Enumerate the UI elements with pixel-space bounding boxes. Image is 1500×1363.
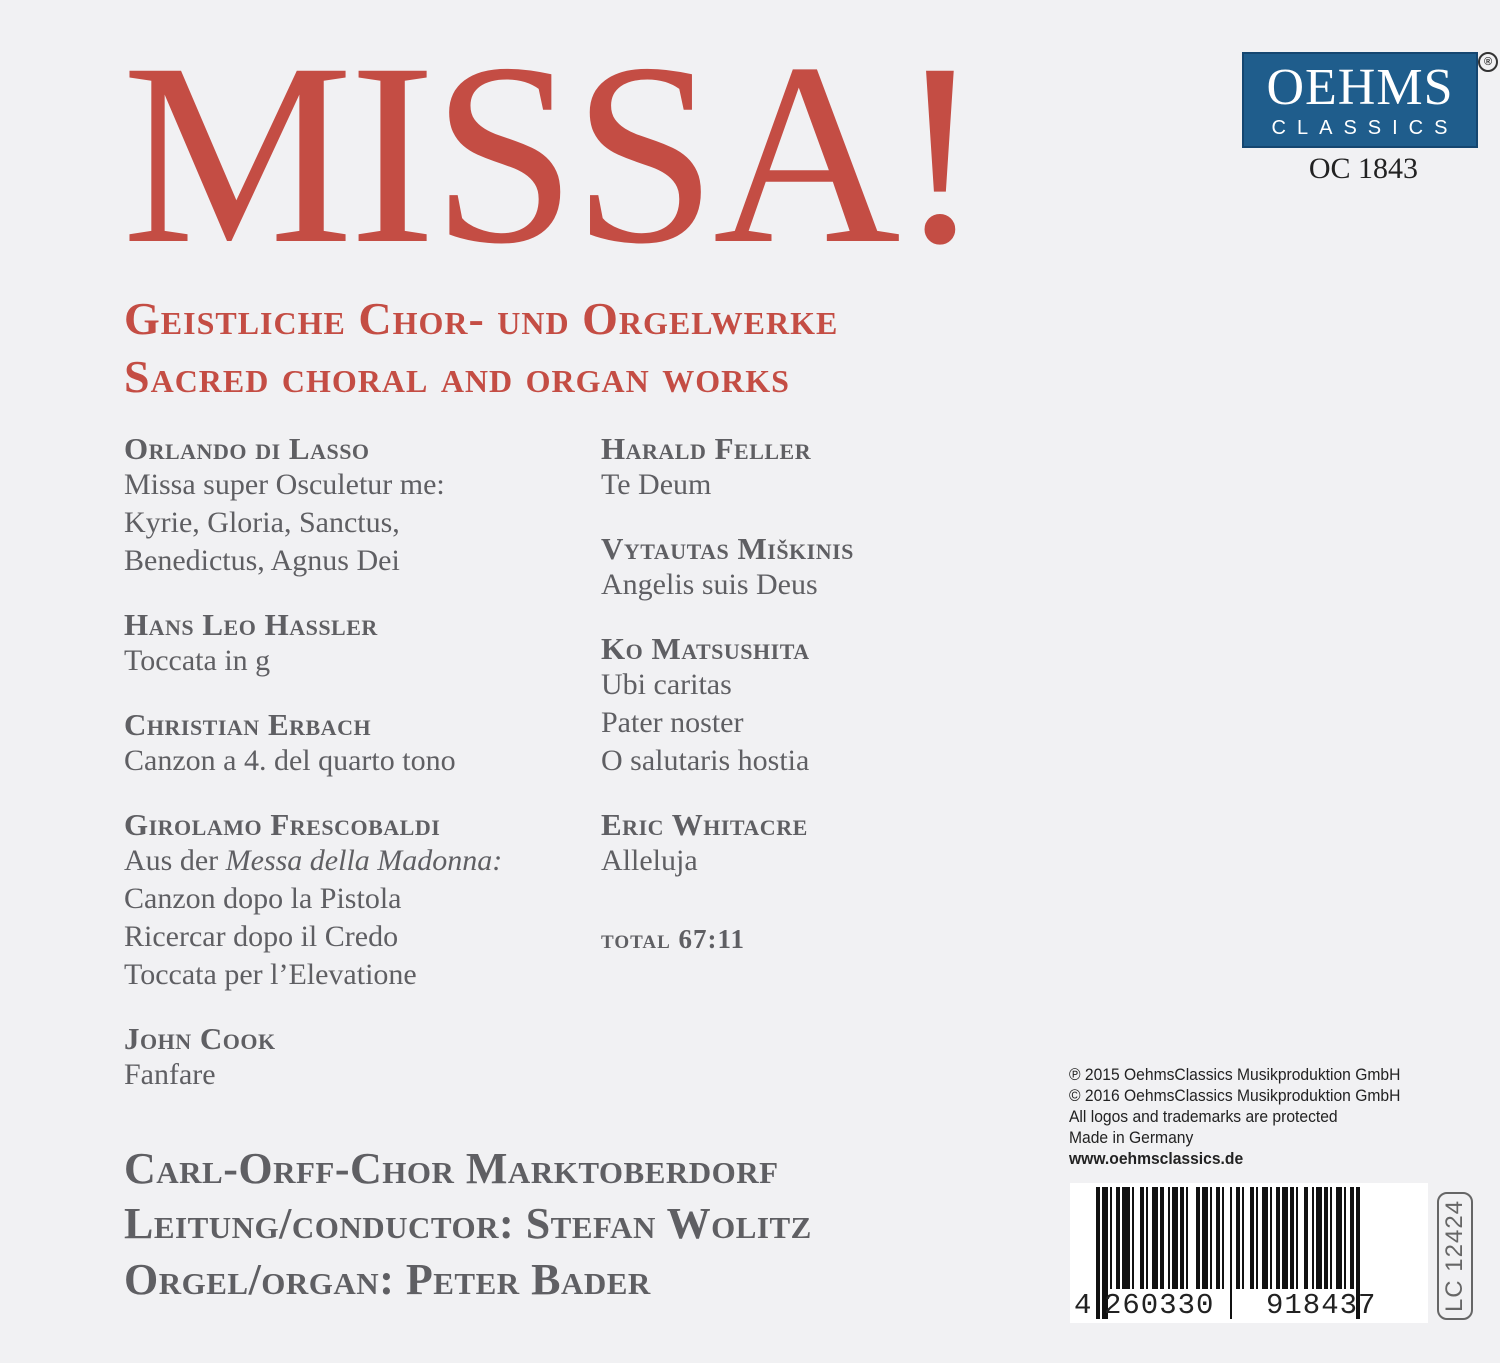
composer-name: Harald Feller <box>601 431 812 466</box>
barcode-bar <box>1316 1187 1322 1289</box>
composer-name: John Cook <box>124 1021 276 1056</box>
subtitle-english: Sacred choral and organ works <box>124 351 790 402</box>
barcode-bar <box>1116 1187 1120 1289</box>
work-title: Fanfare <box>124 1058 216 1091</box>
work-title: Pater noster <box>601 706 744 739</box>
barcode-bar <box>1222 1187 1224 1289</box>
tracklist-entry <box>124 608 584 680</box>
label-code-badge <box>1437 1192 1473 1320</box>
work-title: Toccata per l’Elevatione <box>124 958 417 991</box>
barcode-bar <box>1110 1187 1112 1289</box>
credit-organist: Orgel/organ: Peter Bader <box>124 1255 651 1304</box>
composer-name: Hans Leo Hassler <box>124 607 378 642</box>
tracklist-entry <box>124 1022 584 1094</box>
barcode-group-2: 918437 <box>1266 1289 1377 1322</box>
work-title: Ubi caritas <box>601 668 732 701</box>
work-intro-italic: Messa della Madonna: <box>225 844 503 877</box>
composer-name: Christian Erbach <box>124 707 372 742</box>
work-title: Canzon dopo la Pistola <box>124 882 402 915</box>
barcode-bar <box>1256 1187 1258 1289</box>
subtitle-german: Geistliche Chor- und Orgelwerke <box>124 293 839 344</box>
tracklist-entry <box>601 432 1061 504</box>
tracklist-entry <box>601 532 1061 604</box>
work-title: Te Deum <box>601 468 712 501</box>
work-title: Benedictus, Agnus Dei <box>124 544 400 577</box>
origin: Made in Germany <box>1069 1128 1194 1147</box>
tracklist-entry <box>601 632 1061 780</box>
catalog-number: OC 1843 <box>1308 152 1418 185</box>
website-link[interactable]: www.oehmsclassics.de <box>1069 1149 1244 1168</box>
work-title <box>124 842 584 880</box>
total-duration: total 67:11 <box>601 924 746 954</box>
barcode-bar <box>1296 1187 1298 1289</box>
barcode-bar <box>1152 1187 1158 1289</box>
composer-name: Vytautas Miškinis <box>601 531 854 566</box>
legal-notice <box>1069 1064 1400 1169</box>
barcode-bar <box>1250 1187 1254 1289</box>
registered-mark-icon: ® <box>1478 52 1498 72</box>
tracklist-right-column <box>601 432 1061 955</box>
barcode-bar <box>1336 1187 1342 1289</box>
tracklist-entry <box>124 708 584 780</box>
credit-choir: Carl-Orff-Chor Marktoberdorf <box>124 1144 779 1193</box>
work-title: Angelis suis Deus <box>601 568 818 601</box>
composer-name: Girolamo Frescobaldi <box>124 807 441 842</box>
trademark-notice: All logos and trademarks are protected <box>1069 1107 1338 1126</box>
composer-name: Orlando di Lasso <box>124 431 370 466</box>
tracklist-entry <box>124 432 584 580</box>
barcode-bar <box>1270 1187 1272 1289</box>
tracklist-left-column <box>124 432 584 1122</box>
barcode-bar <box>1168 1187 1170 1289</box>
composer-name: Eric Whitacre <box>601 807 808 842</box>
work-title: Missa super Osculetur me: <box>124 468 445 501</box>
barcode-bar <box>1350 1187 1354 1289</box>
barcode-bar <box>1132 1187 1134 1289</box>
barcode-bar <box>1160 1187 1164 1289</box>
barcode-bar <box>1210 1187 1212 1289</box>
barcode-bar <box>1146 1187 1148 1289</box>
work-title: O salutaris hostia <box>601 744 810 777</box>
work-intro: Aus der <box>124 844 226 877</box>
logo-wordmark: OEHMS <box>1266 59 1454 116</box>
barcode-bar <box>1172 1187 1178 1289</box>
barcode-bar <box>1242 1187 1244 1289</box>
barcode-bar <box>1330 1187 1332 1289</box>
barcode-first-digit: 4 <box>1074 1289 1092 1322</box>
barcode-bar <box>1202 1187 1208 1289</box>
barcode-bar <box>1216 1187 1220 1289</box>
barcode-bar <box>1276 1187 1280 1289</box>
label-code: LC 12424 <box>1441 1199 1468 1313</box>
barcode-bar <box>1344 1187 1346 1289</box>
composer-name: Ko Matsushita <box>601 631 810 666</box>
copyright: © 2016 OehmsClassics Musikproduktion GmbH <box>1069 1086 1401 1105</box>
barcode-bar <box>1290 1187 1294 1289</box>
barcode <box>1070 1183 1428 1323</box>
barcode-bar <box>1186 1187 1188 1289</box>
barcode-bar <box>1140 1187 1144 1289</box>
barcode-group-1: 260330 <box>1104 1289 1215 1322</box>
barcode-bar <box>1324 1187 1328 1289</box>
barcode-bar <box>1304 1187 1308 1289</box>
barcode-bar <box>1262 1187 1268 1289</box>
barcode-bar <box>1180 1187 1184 1289</box>
album-title: MISSA! <box>122 10 980 298</box>
barcode-bar <box>1312 1187 1314 1289</box>
work-title: Ricercar dopo il Credo <box>124 920 399 953</box>
tracklist-entry <box>124 808 584 994</box>
oehms-classics-logo <box>1242 52 1478 148</box>
barcode-bar <box>1122 1187 1130 1289</box>
logo-subtitle: CLASSICS <box>1271 117 1459 139</box>
barcode-bar <box>1196 1187 1200 1289</box>
barcode-digits <box>1070 1289 1428 1323</box>
barcode-bar <box>1236 1187 1240 1289</box>
phonographic-copyright: ℗ 2015 OehmsClassics Musikproduktion GmbH <box>1069 1065 1401 1084</box>
work-title: Canzon a 4. del quarto tono <box>124 744 456 777</box>
work-title: Kyrie, Gloria, Sanctus, <box>124 506 400 539</box>
credit-conductor: Leitung/conductor: Stefan Wolitz <box>124 1199 812 1248</box>
tracklist-entry <box>601 808 1061 880</box>
barcode-bar <box>1282 1187 1288 1289</box>
work-title: Toccata in g <box>124 644 271 677</box>
work-title: Alleluja <box>601 844 698 877</box>
